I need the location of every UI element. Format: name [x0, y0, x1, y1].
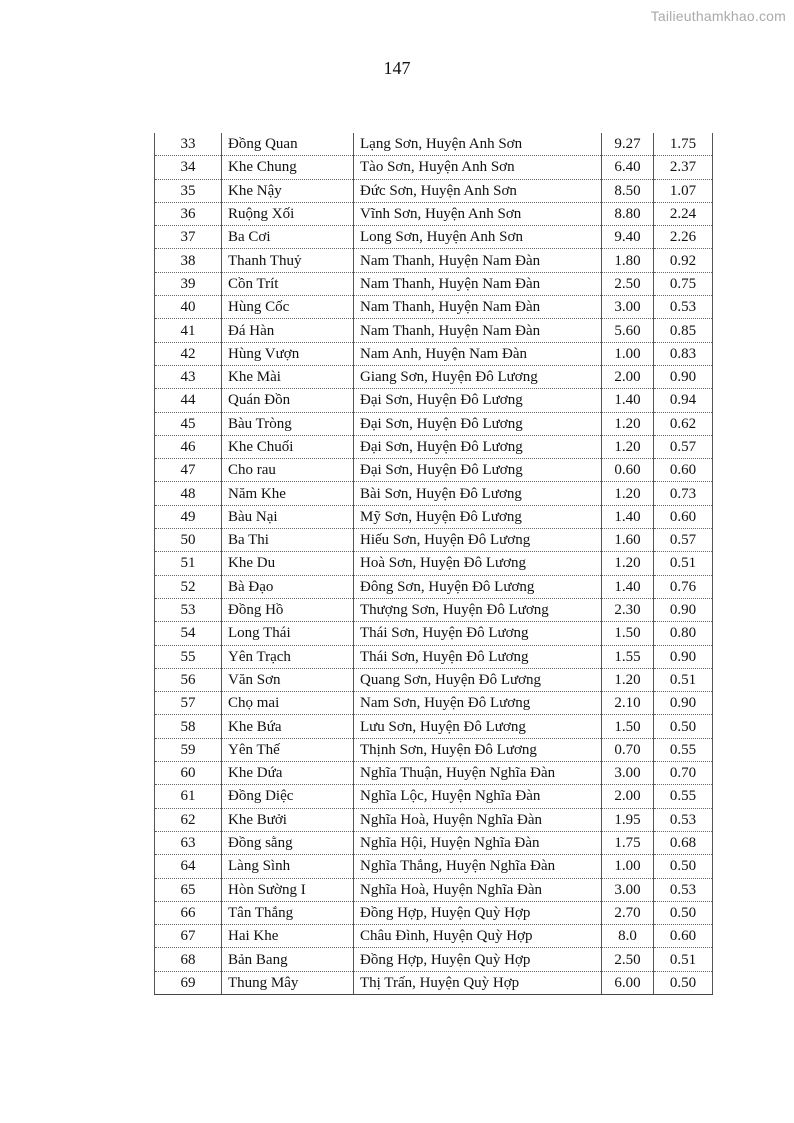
page-number: 147	[383, 58, 411, 78]
table-row	[155, 878, 713, 901]
reservoir-name: Thanh Thuỷ	[222, 249, 354, 272]
row-number: 66	[155, 901, 222, 924]
value-cell: 0.73	[654, 482, 713, 505]
area-cell: 1.20	[602, 435, 654, 458]
location-cell: Hoà Sơn, Huyện Đô Lương	[354, 552, 602, 575]
table-row	[155, 925, 713, 948]
row-number: 63	[155, 831, 222, 854]
area-cell: 1.60	[602, 529, 654, 552]
area-cell: 1.40	[602, 389, 654, 412]
row-number: 67	[155, 925, 222, 948]
location-cell: Thái Sơn, Huyện Đô Lương	[354, 622, 602, 645]
reservoir-name: Yên Thế	[222, 738, 354, 761]
area-cell: 2.10	[602, 692, 654, 715]
value-cell: 0.90	[654, 598, 713, 621]
table-row	[155, 692, 713, 715]
location-cell: Nam Thanh, Huyện Nam Đàn	[354, 296, 602, 319]
reservoir-name: Ba Cơi	[222, 226, 354, 249]
table-row	[155, 505, 713, 528]
value-cell: 2.26	[654, 226, 713, 249]
location-cell: Đại Sơn, Huyện Đô Lương	[354, 459, 602, 482]
row-number: 37	[155, 226, 222, 249]
value-cell: 0.57	[654, 529, 713, 552]
location-cell: Nghĩa Hoà, Huyện Nghĩa Đàn	[354, 808, 602, 831]
area-cell: 5.60	[602, 319, 654, 342]
area-cell: 1.50	[602, 622, 654, 645]
reservoir-name: Ruộng Xối	[222, 202, 354, 225]
value-cell: 0.90	[654, 692, 713, 715]
value-cell: 0.53	[654, 808, 713, 831]
reservoir-name: Hòn Sường I	[222, 878, 354, 901]
area-cell: 3.00	[602, 878, 654, 901]
area-cell: 3.00	[602, 296, 654, 319]
location-cell: Đại Sơn, Huyện Đô Lương	[354, 412, 602, 435]
value-cell: 2.24	[654, 202, 713, 225]
table-row	[155, 808, 713, 831]
reservoir-table	[154, 133, 713, 995]
row-number: 36	[155, 202, 222, 225]
table-row	[155, 738, 713, 761]
table-row	[155, 365, 713, 388]
location-cell: Nghĩa Hội, Huyện Nghĩa Đàn	[354, 831, 602, 854]
table-row	[155, 831, 713, 854]
location-cell: Thị Trấn, Huyện Quỳ Hợp	[354, 971, 602, 994]
location-cell: Lạng Sơn, Huyện Anh Sơn	[354, 133, 602, 156]
table-row	[155, 249, 713, 272]
area-cell: 1.20	[602, 668, 654, 691]
table-row	[155, 342, 713, 365]
area-cell: 8.80	[602, 202, 654, 225]
location-cell: Nam Thanh, Huyện Nam Đàn	[354, 249, 602, 272]
table-row	[155, 552, 713, 575]
reservoir-name: Cồn Trít	[222, 272, 354, 295]
location-cell: Mỹ Sơn, Huyện Đô Lương	[354, 505, 602, 528]
watermark-text: Tailieuthamkhao.com	[650, 8, 786, 24]
value-cell: 0.62	[654, 412, 713, 435]
value-cell: 0.50	[654, 855, 713, 878]
location-cell: Hiếu Sơn, Huyện Đô Lương	[354, 529, 602, 552]
location-cell: Nam Thanh, Huyện Nam Đàn	[354, 319, 602, 342]
reservoir-name: Năm Khe	[222, 482, 354, 505]
table-row	[155, 715, 713, 738]
row-number: 38	[155, 249, 222, 272]
row-number: 35	[155, 179, 222, 202]
reservoir-name: Khe Dứa	[222, 762, 354, 785]
reservoir-name: Đồng sằng	[222, 831, 354, 854]
row-number: 55	[155, 645, 222, 668]
table-row	[155, 529, 713, 552]
location-cell: Thái Sơn, Huyện Đô Lương	[354, 645, 602, 668]
value-cell: 1.07	[654, 179, 713, 202]
row-number: 45	[155, 412, 222, 435]
value-cell: 0.57	[654, 435, 713, 458]
reservoir-name: Khe Du	[222, 552, 354, 575]
value-cell: 0.51	[654, 552, 713, 575]
row-number: 47	[155, 459, 222, 482]
table-row	[155, 296, 713, 319]
location-cell: Nam Sơn, Huyện Đô Lương	[354, 692, 602, 715]
area-cell: 1.20	[602, 552, 654, 575]
table-row	[155, 762, 713, 785]
table-row	[155, 901, 713, 924]
value-cell: 0.55	[654, 785, 713, 808]
value-cell: 0.90	[654, 365, 713, 388]
reservoir-name: Khe Bưởi	[222, 808, 354, 831]
row-number: 50	[155, 529, 222, 552]
table-body	[155, 133, 713, 994]
area-cell: 2.30	[602, 598, 654, 621]
row-number: 61	[155, 785, 222, 808]
value-cell: 0.85	[654, 319, 713, 342]
row-number: 34	[155, 156, 222, 179]
location-cell: Nghĩa Thắng, Huyện Nghĩa Đàn	[354, 855, 602, 878]
area-cell: 1.40	[602, 575, 654, 598]
table-row	[155, 855, 713, 878]
row-number: 54	[155, 622, 222, 645]
value-cell: 0.90	[654, 645, 713, 668]
reservoir-name: Bàu Nại	[222, 505, 354, 528]
location-cell: Nghĩa Thuận, Huyện Nghĩa Đàn	[354, 762, 602, 785]
row-number: 58	[155, 715, 222, 738]
value-cell: 0.75	[654, 272, 713, 295]
row-number: 69	[155, 971, 222, 994]
row-number: 44	[155, 389, 222, 412]
table-row	[155, 272, 713, 295]
area-cell: 1.80	[602, 249, 654, 272]
row-number: 68	[155, 948, 222, 971]
table-row	[155, 668, 713, 691]
location-cell: Đồng Hợp, Huyện Quỳ Hợp	[354, 948, 602, 971]
area-cell: 1.95	[602, 808, 654, 831]
row-number: 59	[155, 738, 222, 761]
reservoir-name: Chọ mai	[222, 692, 354, 715]
value-cell: 0.50	[654, 901, 713, 924]
area-cell: 1.20	[602, 412, 654, 435]
row-number: 39	[155, 272, 222, 295]
location-cell: Thịnh Sơn, Huyện Đô Lương	[354, 738, 602, 761]
area-cell: 2.50	[602, 272, 654, 295]
location-cell: Đại Sơn, Huyện Đô Lương	[354, 389, 602, 412]
table-row	[155, 622, 713, 645]
table-row	[155, 971, 713, 994]
reservoir-name: Bản Bang	[222, 948, 354, 971]
reservoir-name: Đá Hàn	[222, 319, 354, 342]
reservoir-name: Khe Mài	[222, 365, 354, 388]
reservoir-name: Khe Bứa	[222, 715, 354, 738]
table-row	[155, 645, 713, 668]
location-cell: Long Sơn, Huyện Anh Sơn	[354, 226, 602, 249]
area-cell: 9.40	[602, 226, 654, 249]
reservoir-name: Long Thái	[222, 622, 354, 645]
area-cell: 2.00	[602, 365, 654, 388]
row-number: 48	[155, 482, 222, 505]
area-cell: 1.00	[602, 342, 654, 365]
value-cell: 0.92	[654, 249, 713, 272]
row-number: 49	[155, 505, 222, 528]
reservoir-name: Thung Mây	[222, 971, 354, 994]
value-cell: 0.76	[654, 575, 713, 598]
table-row	[155, 948, 713, 971]
table-row	[155, 575, 713, 598]
location-cell: Vĩnh Sơn, Huyện Anh Sơn	[354, 202, 602, 225]
table-row	[155, 133, 713, 156]
value-cell: 0.68	[654, 831, 713, 854]
location-cell: Châu Đình, Huyện Quỳ Hợp	[354, 925, 602, 948]
area-cell: 6.40	[602, 156, 654, 179]
row-number: 62	[155, 808, 222, 831]
area-cell: 9.27	[602, 133, 654, 156]
table-row	[155, 459, 713, 482]
location-cell: Đồng Hợp, Huyện Quỳ Hợp	[354, 901, 602, 924]
reservoir-name: Yên Trạch	[222, 645, 354, 668]
area-cell: 0.70	[602, 738, 654, 761]
location-cell: Nghĩa Lộc, Huyện Nghĩa Đàn	[354, 785, 602, 808]
value-cell: 0.53	[654, 296, 713, 319]
reservoir-name: Khe Nậy	[222, 179, 354, 202]
value-cell: 2.37	[654, 156, 713, 179]
area-cell: 8.50	[602, 179, 654, 202]
area-cell: 1.00	[602, 855, 654, 878]
area-cell: 3.00	[602, 762, 654, 785]
area-cell: 1.50	[602, 715, 654, 738]
row-number: 43	[155, 365, 222, 388]
area-cell: 1.20	[602, 482, 654, 505]
reservoir-name: Hùng Cốc	[222, 296, 354, 319]
location-cell: Nam Anh, Huyện Nam Đàn	[354, 342, 602, 365]
table-row	[155, 202, 713, 225]
reservoir-name: Làng Sình	[222, 855, 354, 878]
table-row	[155, 482, 713, 505]
reservoir-name: Bàu Tròng	[222, 412, 354, 435]
area-cell: 8.0	[602, 925, 654, 948]
location-cell: Tào Sơn, Huyện Anh Sơn	[354, 156, 602, 179]
area-cell: 2.00	[602, 785, 654, 808]
value-cell: 0.51	[654, 668, 713, 691]
value-cell: 0.53	[654, 878, 713, 901]
area-cell: 1.55	[602, 645, 654, 668]
value-cell: 0.70	[654, 762, 713, 785]
value-cell: 0.83	[654, 342, 713, 365]
location-cell: Đông Sơn, Huyện Đô Lương	[354, 575, 602, 598]
reservoir-name: Hùng Vượn	[222, 342, 354, 365]
row-number: 46	[155, 435, 222, 458]
table-row	[155, 179, 713, 202]
reservoir-name: Tân Thắng	[222, 901, 354, 924]
table-row	[155, 226, 713, 249]
value-cell: 1.75	[654, 133, 713, 156]
reservoir-name: Đồng Quan	[222, 133, 354, 156]
row-number: 64	[155, 855, 222, 878]
location-cell: Đại Sơn, Huyện Đô Lương	[354, 435, 602, 458]
table-row	[155, 785, 713, 808]
area-cell: 2.50	[602, 948, 654, 971]
row-number: 41	[155, 319, 222, 342]
row-number: 56	[155, 668, 222, 691]
reservoir-name: Đồng Hồ	[222, 598, 354, 621]
area-cell: 6.00	[602, 971, 654, 994]
area-cell: 1.40	[602, 505, 654, 528]
row-number: 51	[155, 552, 222, 575]
table-row	[155, 319, 713, 342]
value-cell: 0.51	[654, 948, 713, 971]
row-number: 65	[155, 878, 222, 901]
area-cell: 2.70	[602, 901, 654, 924]
reservoir-name: Bà Đạo	[222, 575, 354, 598]
row-number: 42	[155, 342, 222, 365]
row-number: 60	[155, 762, 222, 785]
reservoir-name: Cho rau	[222, 459, 354, 482]
row-number: 33	[155, 133, 222, 156]
location-cell: Bài Sơn, Huyện Đô Lương	[354, 482, 602, 505]
table-row	[155, 412, 713, 435]
value-cell: 0.80	[654, 622, 713, 645]
location-cell: Thượng Sơn, Huyện Đô Lương	[354, 598, 602, 621]
location-cell: Đức Sơn, Huyện Anh Sơn	[354, 179, 602, 202]
reservoir-name: Khe Chuối	[222, 435, 354, 458]
location-cell: Giang Sơn, Huyện Đô Lương	[354, 365, 602, 388]
row-number: 53	[155, 598, 222, 621]
location-cell: Nam Thanh, Huyện Nam Đàn	[354, 272, 602, 295]
table-row	[155, 435, 713, 458]
value-cell: 0.60	[654, 925, 713, 948]
value-cell: 0.60	[654, 459, 713, 482]
row-number: 52	[155, 575, 222, 598]
location-cell: Quang Sơn, Huyện Đô Lương	[354, 668, 602, 691]
reservoir-name: Quán Đồn	[222, 389, 354, 412]
reservoir-name: Hai Khe	[222, 925, 354, 948]
location-cell: Lưu Sơn, Huyện Đô Lương	[354, 715, 602, 738]
reservoir-name: Khe Chung	[222, 156, 354, 179]
table-row	[155, 598, 713, 621]
area-cell: 0.60	[602, 459, 654, 482]
value-cell: 0.50	[654, 971, 713, 994]
reservoir-name: Ba Thi	[222, 529, 354, 552]
reservoir-name: Đồng Diệc	[222, 785, 354, 808]
value-cell: 0.55	[654, 738, 713, 761]
value-cell: 0.60	[654, 505, 713, 528]
area-cell: 1.75	[602, 831, 654, 854]
row-number: 40	[155, 296, 222, 319]
value-cell: 0.94	[654, 389, 713, 412]
location-cell: Nghĩa Hoà, Huyện Nghĩa Đàn	[354, 878, 602, 901]
table-row	[155, 156, 713, 179]
table-row	[155, 389, 713, 412]
value-cell: 0.50	[654, 715, 713, 738]
row-number: 57	[155, 692, 222, 715]
reservoir-name: Văn Sơn	[222, 668, 354, 691]
